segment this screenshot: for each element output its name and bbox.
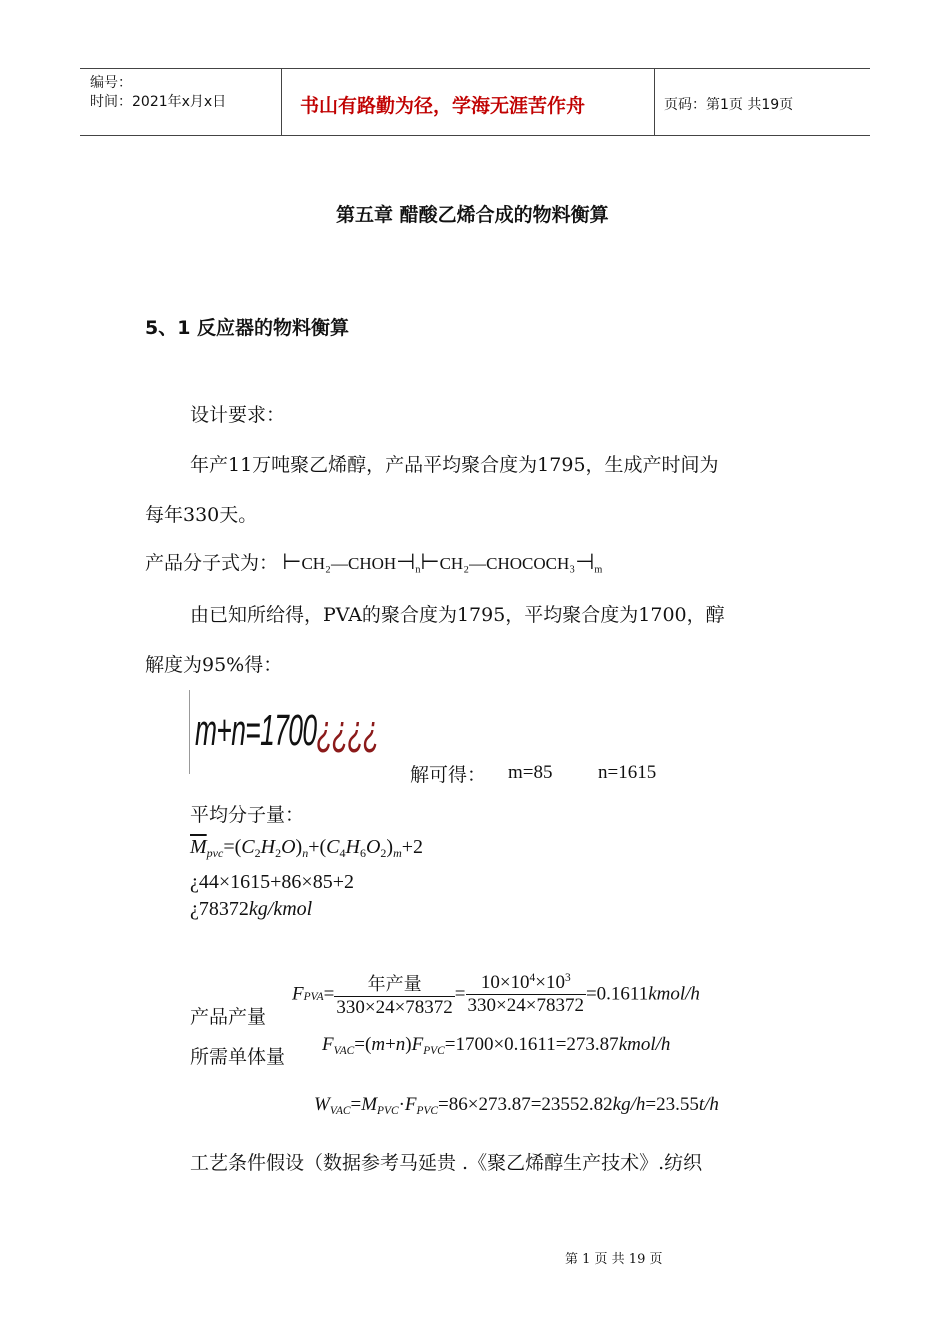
fvac-unit: kmol/h — [618, 1034, 671, 1055]
formula-unit-m: CH₂—CHOCOCH₃ — [439, 554, 576, 573]
fpva-formula: $F_{PVA}=$ $\frac{\text{年产量}}{330\times 24\times 78372}$ = $\frac{10\times 10^4\times 10^3}{330\times 24\times 78372}$ =0.1611kmol/h — [292, 972, 700, 1018]
fvac-formula: $F_{VAC}=(m+n)F_{PVC}=1700\times 0.1611=273.87kmol/h$ — [322, 1034, 671, 1057]
fpva-denominator-2: 330×24×78372 — [467, 995, 584, 1016]
system-equation — [195, 706, 379, 756]
system-equation-garbled: ¿¿¿¿ — [316, 706, 379, 755]
formula-expression: $⊢CH_2—CHOH⊣_n⊢CH_2—CHOCOCH_3⊣_m$ — [282, 549, 603, 576]
header-number-label: 编号： — [90, 75, 132, 91]
page-footer: 第 1 页 共 19 页 — [565, 1252, 663, 1267]
fpva-unit: kmol/h — [648, 983, 700, 1005]
molecular-formula-line — [145, 548, 602, 576]
fvac-result: =1700×0.1611=273.87 — [444, 1034, 619, 1055]
formula-unit-n: CH₂—CHOH — [301, 554, 397, 573]
header-top-border — [80, 68, 870, 69]
formula-label: 产品分子式为： — [145, 552, 279, 574]
mw-formula-line-3 — [190, 898, 312, 921]
fpva-numerator: 年产量 — [334, 970, 454, 997]
fpva-numerator-2: 10×10 — [480, 972, 530, 993]
product-output-label: 产品产量 — [190, 1006, 267, 1028]
paragraph-2-line-2: 解度为95%得： — [145, 654, 283, 676]
fpva-denominator: 330×24×78372 — [336, 997, 453, 1018]
header-page-info: 页码：第1页 共19页 — [664, 97, 794, 113]
wvac-unit-1: kg/h — [612, 1094, 646, 1115]
avg-molecular-weight-label: 平均分子量： — [190, 804, 305, 826]
system-equation-text: m+n=1700 — [195, 706, 317, 755]
design-requirement-label: 设计要求： — [190, 404, 286, 426]
wvac-result-2: =23.55 — [645, 1094, 699, 1115]
m-value: m=85 — [508, 762, 553, 783]
paragraph-1-line-1: 年产11万吨聚乙烯醇，产品平均聚合度为1795，生成产时间为 — [190, 454, 719, 476]
equation-brace — [189, 690, 190, 774]
paragraph-1-line-2: 每年330天。 — [145, 504, 258, 526]
paragraph-2-line-1: 由已知所给得，PVA的聚合度为1795，平均聚合度为1700，醇 — [190, 604, 725, 626]
wvac-result: =86×273.87=23552.82 — [438, 1094, 613, 1115]
mw-value: ¿78372 — [190, 898, 249, 920]
header-divider-1 — [281, 68, 282, 136]
header-bottom-border — [80, 135, 870, 136]
header-divider-2 — [654, 68, 655, 136]
solve-label: 解可得： — [410, 764, 487, 786]
mw-formula-line-2: ¿44×1615+86×85+2 — [190, 871, 354, 893]
process-conditions-line: 工艺条件假设（数据参考马延贵 .《聚乙烯醇生产技术》.纺织 — [190, 1152, 703, 1174]
mw-formula-line-1: $\overline{M}_{pvc}=(C_2H_2O)_n+(C_4H_6O_2)_m+2$ — [190, 836, 424, 861]
n-value: n=1615 — [598, 762, 657, 783]
chapter-title: 第五章 醋酸乙烯合成的物料衡算 — [336, 204, 609, 226]
section-title: 5、1 反应器的物料衡算 — [145, 317, 350, 339]
wvac-unit-2: t/h — [698, 1094, 719, 1115]
mw-unit: kg/kmol — [248, 898, 313, 920]
monomer-required-label: 所需单体量 — [190, 1046, 286, 1068]
header-time-label: 时间：2021年x月x日 — [90, 94, 227, 110]
header-motto: 书山有路勤为径，学海无涯苦作舟 — [300, 95, 586, 117]
fpva-result: =0.1611 — [585, 983, 649, 1005]
wvac-formula: $W_{VAC}=M_{PVC}\cdot F_{PVC}=86\times 273.87=23552.82kg/h=23.55t/h$ — [314, 1094, 719, 1117]
